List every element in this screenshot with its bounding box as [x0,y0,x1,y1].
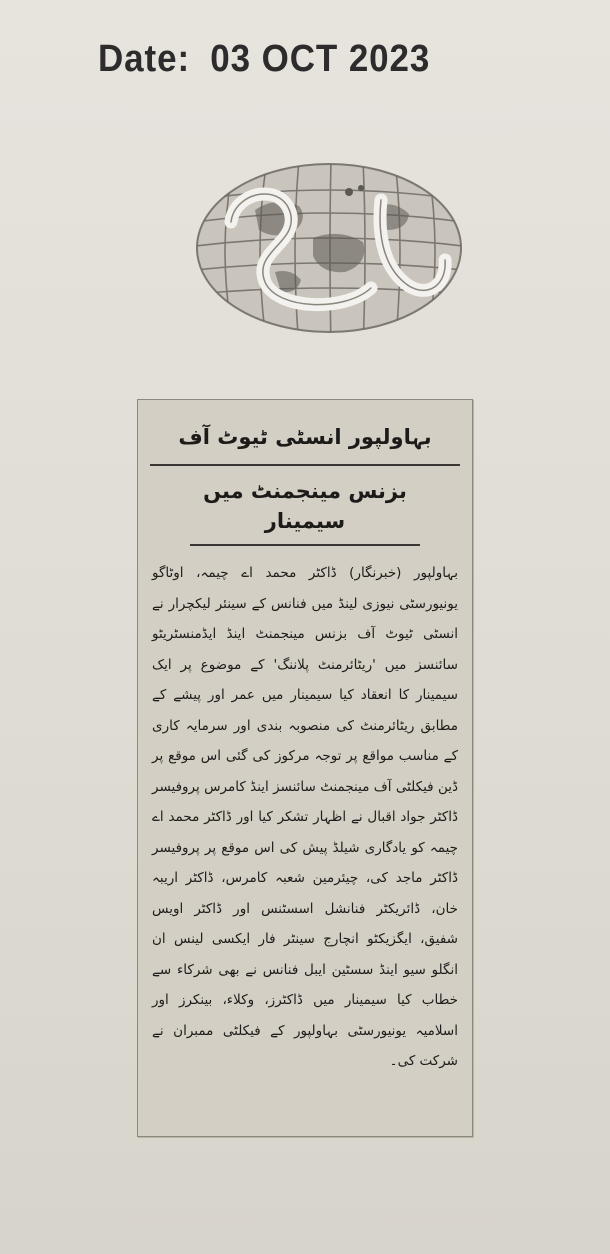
headline-line-1: بہاولپور انسٹی ٹیوٹ آف [150,422,460,466]
clipping-date-stamp [98,38,430,81]
article-body: بہاولپور (خبرنگار) ڈاکٹر محمد اے چیمہ، اوٹاگو یونیورسٹی نیوزی لینڈ میں فنانس کے سینئر لیکچرار نے انسٹی ٹیوٹ آف بزنس مینجمنٹ اینڈ ایڈمنسٹریٹو سائنسز میں 'ریٹائرمنٹ پلاننگ' کے موضوع پر ایک سیمینار کا انعقاد کیا سیمینار میں عمر اور پیشے کے مطابق ریٹائرمنٹ کی منصوبہ بندی اور سرمایہ کاری کے مناسب مواقع پر توجہ مرکوز کی گئی اس موقع پر ڈین فیکلٹی آف مینجمنٹ سائنسز اینڈ کامرس پروفیسر ڈاکٹر جواد اقبال نے اظہار تشکر کیا اور ڈاکٹر محمد اے چیمہ کو یادگاری شیلڈ پیش کی اس موقع پر پروفیسر ڈاکٹر ماجد کی، چیئرمین شعبہ کامرس، ڈاکٹر اریبہ خان، ڈائریکٹر فنانشل اسسٹنس اور ڈاکٹر اویس شفیق، ایگزیکٹو انچارج سینٹر فار ایکسی لینس ان انگلو سیو اینڈ سسٹین ایبل فنانس نے بھی شرکاء سے خطاب کیا سیمینار میں ڈاکٹرز، وکلاء، بینکرز اور اسلامیہ یونیورسٹی بہاولپور کے فیکلٹی ممبران نے شرکت کی۔ [152,565,458,1069]
headline-line-2: بزنس مینجمنٹ میں سیمینار [190,476,420,546]
newspaper-clipping [137,399,473,1137]
date-value: 03 OCT 2023 [210,38,431,80]
date-label: Date: [98,38,191,80]
newspaper-logo [195,160,463,348]
